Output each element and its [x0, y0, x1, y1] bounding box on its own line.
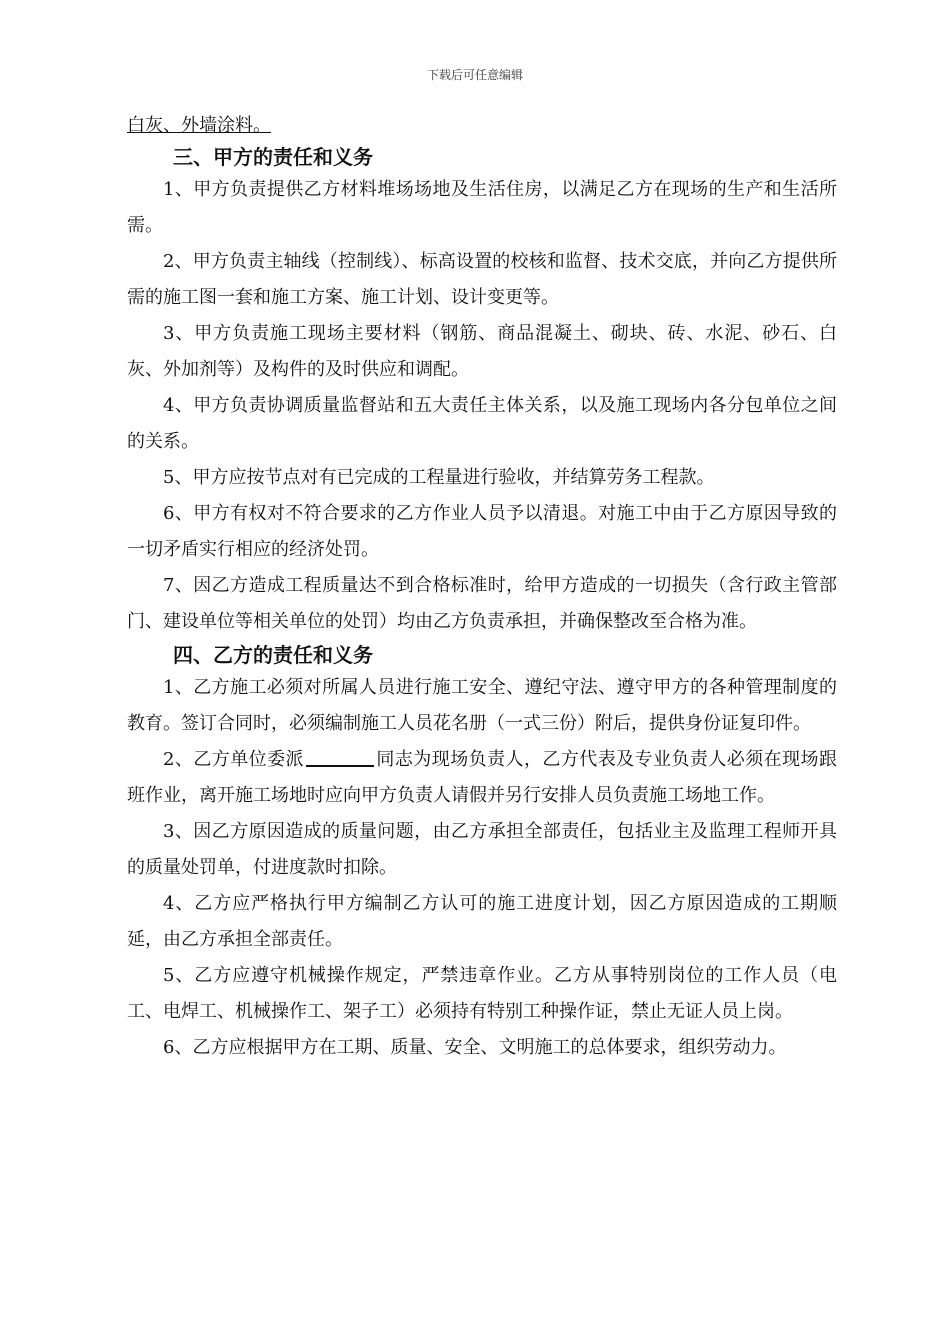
page-header-note: 下载后可任意编辑	[426, 68, 523, 82]
section3-item-5: 5、甲方应按节点对有已完成的工程量进行验收，并结算劳务工程款。	[163, 467, 715, 488]
section3-item-1: 1、甲方负责提供乙方材料堆场场地及生活住房，以满足乙方在现场的生产和生活所需。	[127, 179, 837, 236]
continuation-text: 白灰、外墙涂料。	[127, 115, 271, 136]
section4-item-6: 6、乙方应根据甲方在工期、质量、安全、文明施工的总体要求，组织劳动力。	[163, 1037, 787, 1058]
section3-item-7: 7、因乙方造成工程质量达不到合格标准时，给甲方造成的一切损失（含行政主管部门、建设单位等相关单位的处罚）均由乙方负责承担，并确保整改至合格为准。	[127, 575, 837, 632]
blank-fill-line	[306, 747, 374, 767]
section4-item-2	[127, 742, 837, 814]
section4-item-1: 1、乙方施工必须对所属人员进行施工安全、遵纪守法、遵守甲方的各种管理制度的教育。签订合同时，必须编制施工人员花名册（一式三份）附后，提供身份证复印件。	[127, 677, 837, 734]
section4-item-2-lead: 2、乙方单位委派	[163, 749, 304, 770]
section-heading-4: 四、乙方的责任和义务	[173, 643, 373, 667]
section3-item-4: 4、甲方负责协调质量监督站和五大责任主体关系，以及施工现场内各分包单位之间的关系。	[127, 395, 837, 452]
section4-item-2-rest: 同志为现场负责人，乙方代表及专业负责人必须在现场跟班作业，离开施工场地时应向甲方负责人请假并另行安排人员负责施工场地工作。	[127, 749, 838, 806]
section3-item-2: 2、甲方负责主轴线（控制线）、标高设置的校核和监督、技术交底，并向乙方提供所需的施工图一套和施工方案、施工计划、设计变更等。	[127, 251, 837, 308]
document-body	[127, 110, 837, 1066]
section4-item-5: 5、乙方应遵守机械操作规定，严禁违章作业。乙方从事特别岗位的工作人员（电工、电焊工、机械操作工、架子工）必须持有特别工种操作证，禁止无证人员上岗。	[127, 965, 837, 1022]
section4-item-3: 3、因乙方原因造成的质量问题，由乙方承担全部责任，包括业主及监理工程师开具的质量处罚单，付进度款时扣除。	[127, 821, 837, 878]
section3-item-3: 3、甲方负责施工现场主要材料（钢筋、商品混凝土、砌块、砖、水泥、砂石、白灰、外加剂等）及构件的及时供应和调配。	[127, 323, 837, 380]
section3-item-6: 6、甲方有权对不符合要求的乙方作业人员予以清退。对施工中由于乙方原因导致的一切矛盾实行相应的经济处罚。	[127, 503, 837, 560]
continuation-line	[127, 110, 837, 142]
section4-item-4: 4、乙方应严格执行甲方编制乙方认可的施工进度计划，因乙方原因造成的工期顺延，由乙方承担全部责任。	[127, 893, 837, 950]
section-heading-3: 三、甲方的责任和义务	[173, 145, 373, 169]
